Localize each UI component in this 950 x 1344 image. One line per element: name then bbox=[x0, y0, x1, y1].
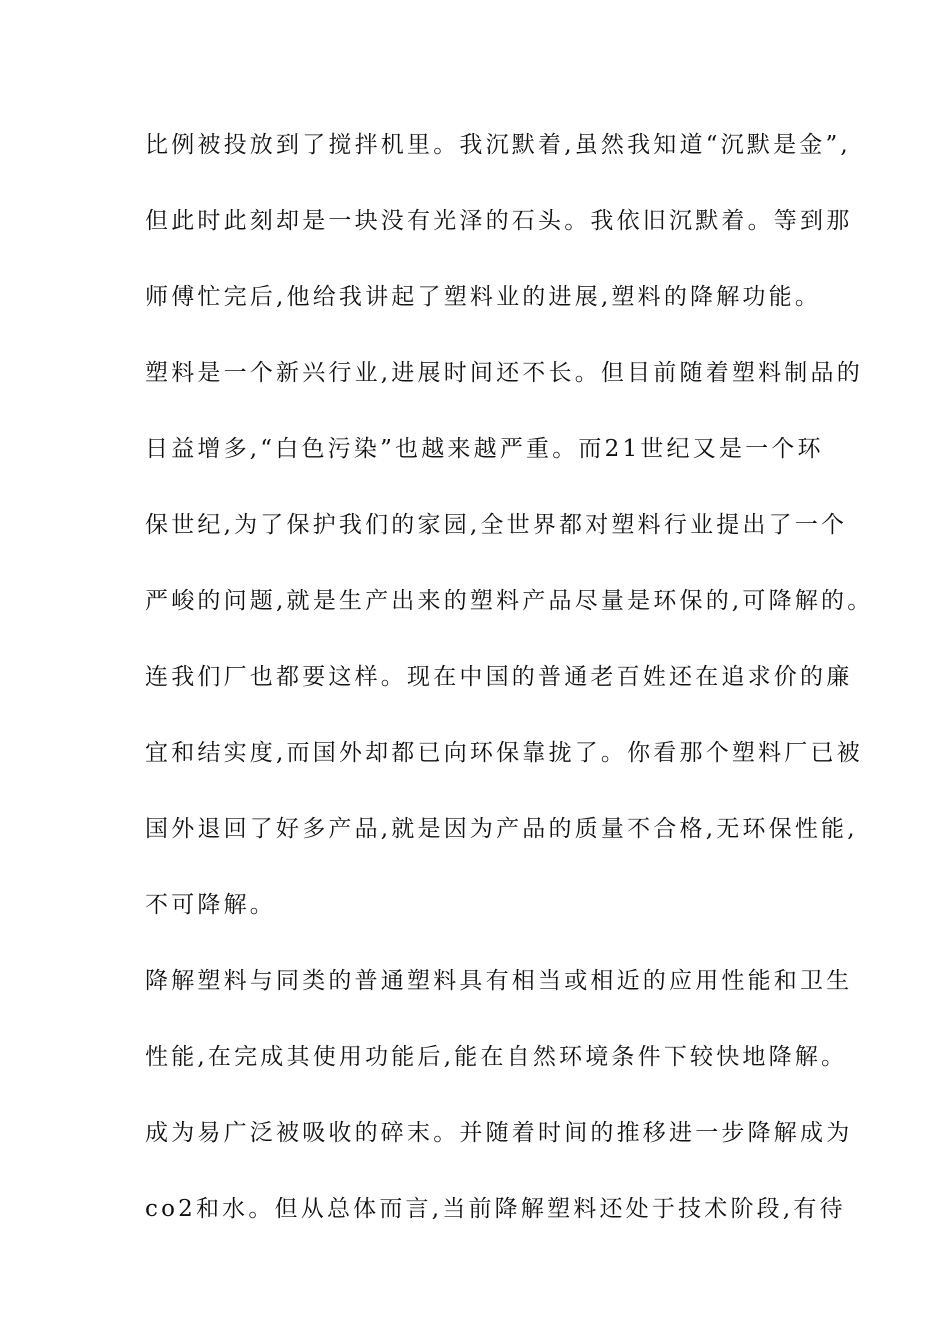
body-text bbox=[145, 130, 874, 1270]
text-line: 连我们厂也都要这样。现在中国的普通老百姓还在追求价的廉 bbox=[145, 664, 853, 690]
text-line: 不可降解。 bbox=[145, 892, 276, 918]
text-line: 塑料是一个新兴行业,进展时间还不长。但目前随着塑料制品的 bbox=[145, 360, 863, 386]
text-line: 日益增多,“白色污染”也越来越严重。而21世纪又是一个环 bbox=[145, 436, 824, 462]
text-line: 严峻的问题,就是生产出来的塑料产品尽量是环保的,可降解的。 bbox=[145, 588, 874, 614]
text-line: 师傅忙完后,他给我讲起了塑料业的进展,塑料的降解功能。 bbox=[145, 284, 822, 310]
text-line: 保世纪,为了保护我们的家园,全世界都对塑料行业提出了一个 bbox=[145, 512, 848, 538]
text-line: co2和水。但从总体而言,当前降解塑料还处于技术阶段,有待 bbox=[145, 1196, 846, 1222]
text-line: 但此时此刻却是一块没有光泽的石头。我依旧沉默着。等到那 bbox=[145, 208, 853, 234]
text-line: 降解塑料与同类的普通塑料具有相当或相近的应用性能和卫生 bbox=[145, 968, 853, 994]
text-line: 比例被投放到了搅拌机里。我沉默着,虽然我知道“沉默是金”, bbox=[145, 132, 851, 158]
text-line: 性能,在完成其使用功能后,能在自然环境条件下较快地降解。 bbox=[145, 1044, 848, 1070]
text-line: 宜和结实度,而国外却都已向环保靠拢了。你看那个塑料厂已被 bbox=[145, 740, 863, 766]
text-line: 国外退回了好多产品,就是因为产品的质量不合格,无环保性能, bbox=[145, 816, 858, 842]
text-line: 成为易广泛被吸收的碎末。并随着时间的推移进一步降解成为 bbox=[145, 1120, 853, 1146]
